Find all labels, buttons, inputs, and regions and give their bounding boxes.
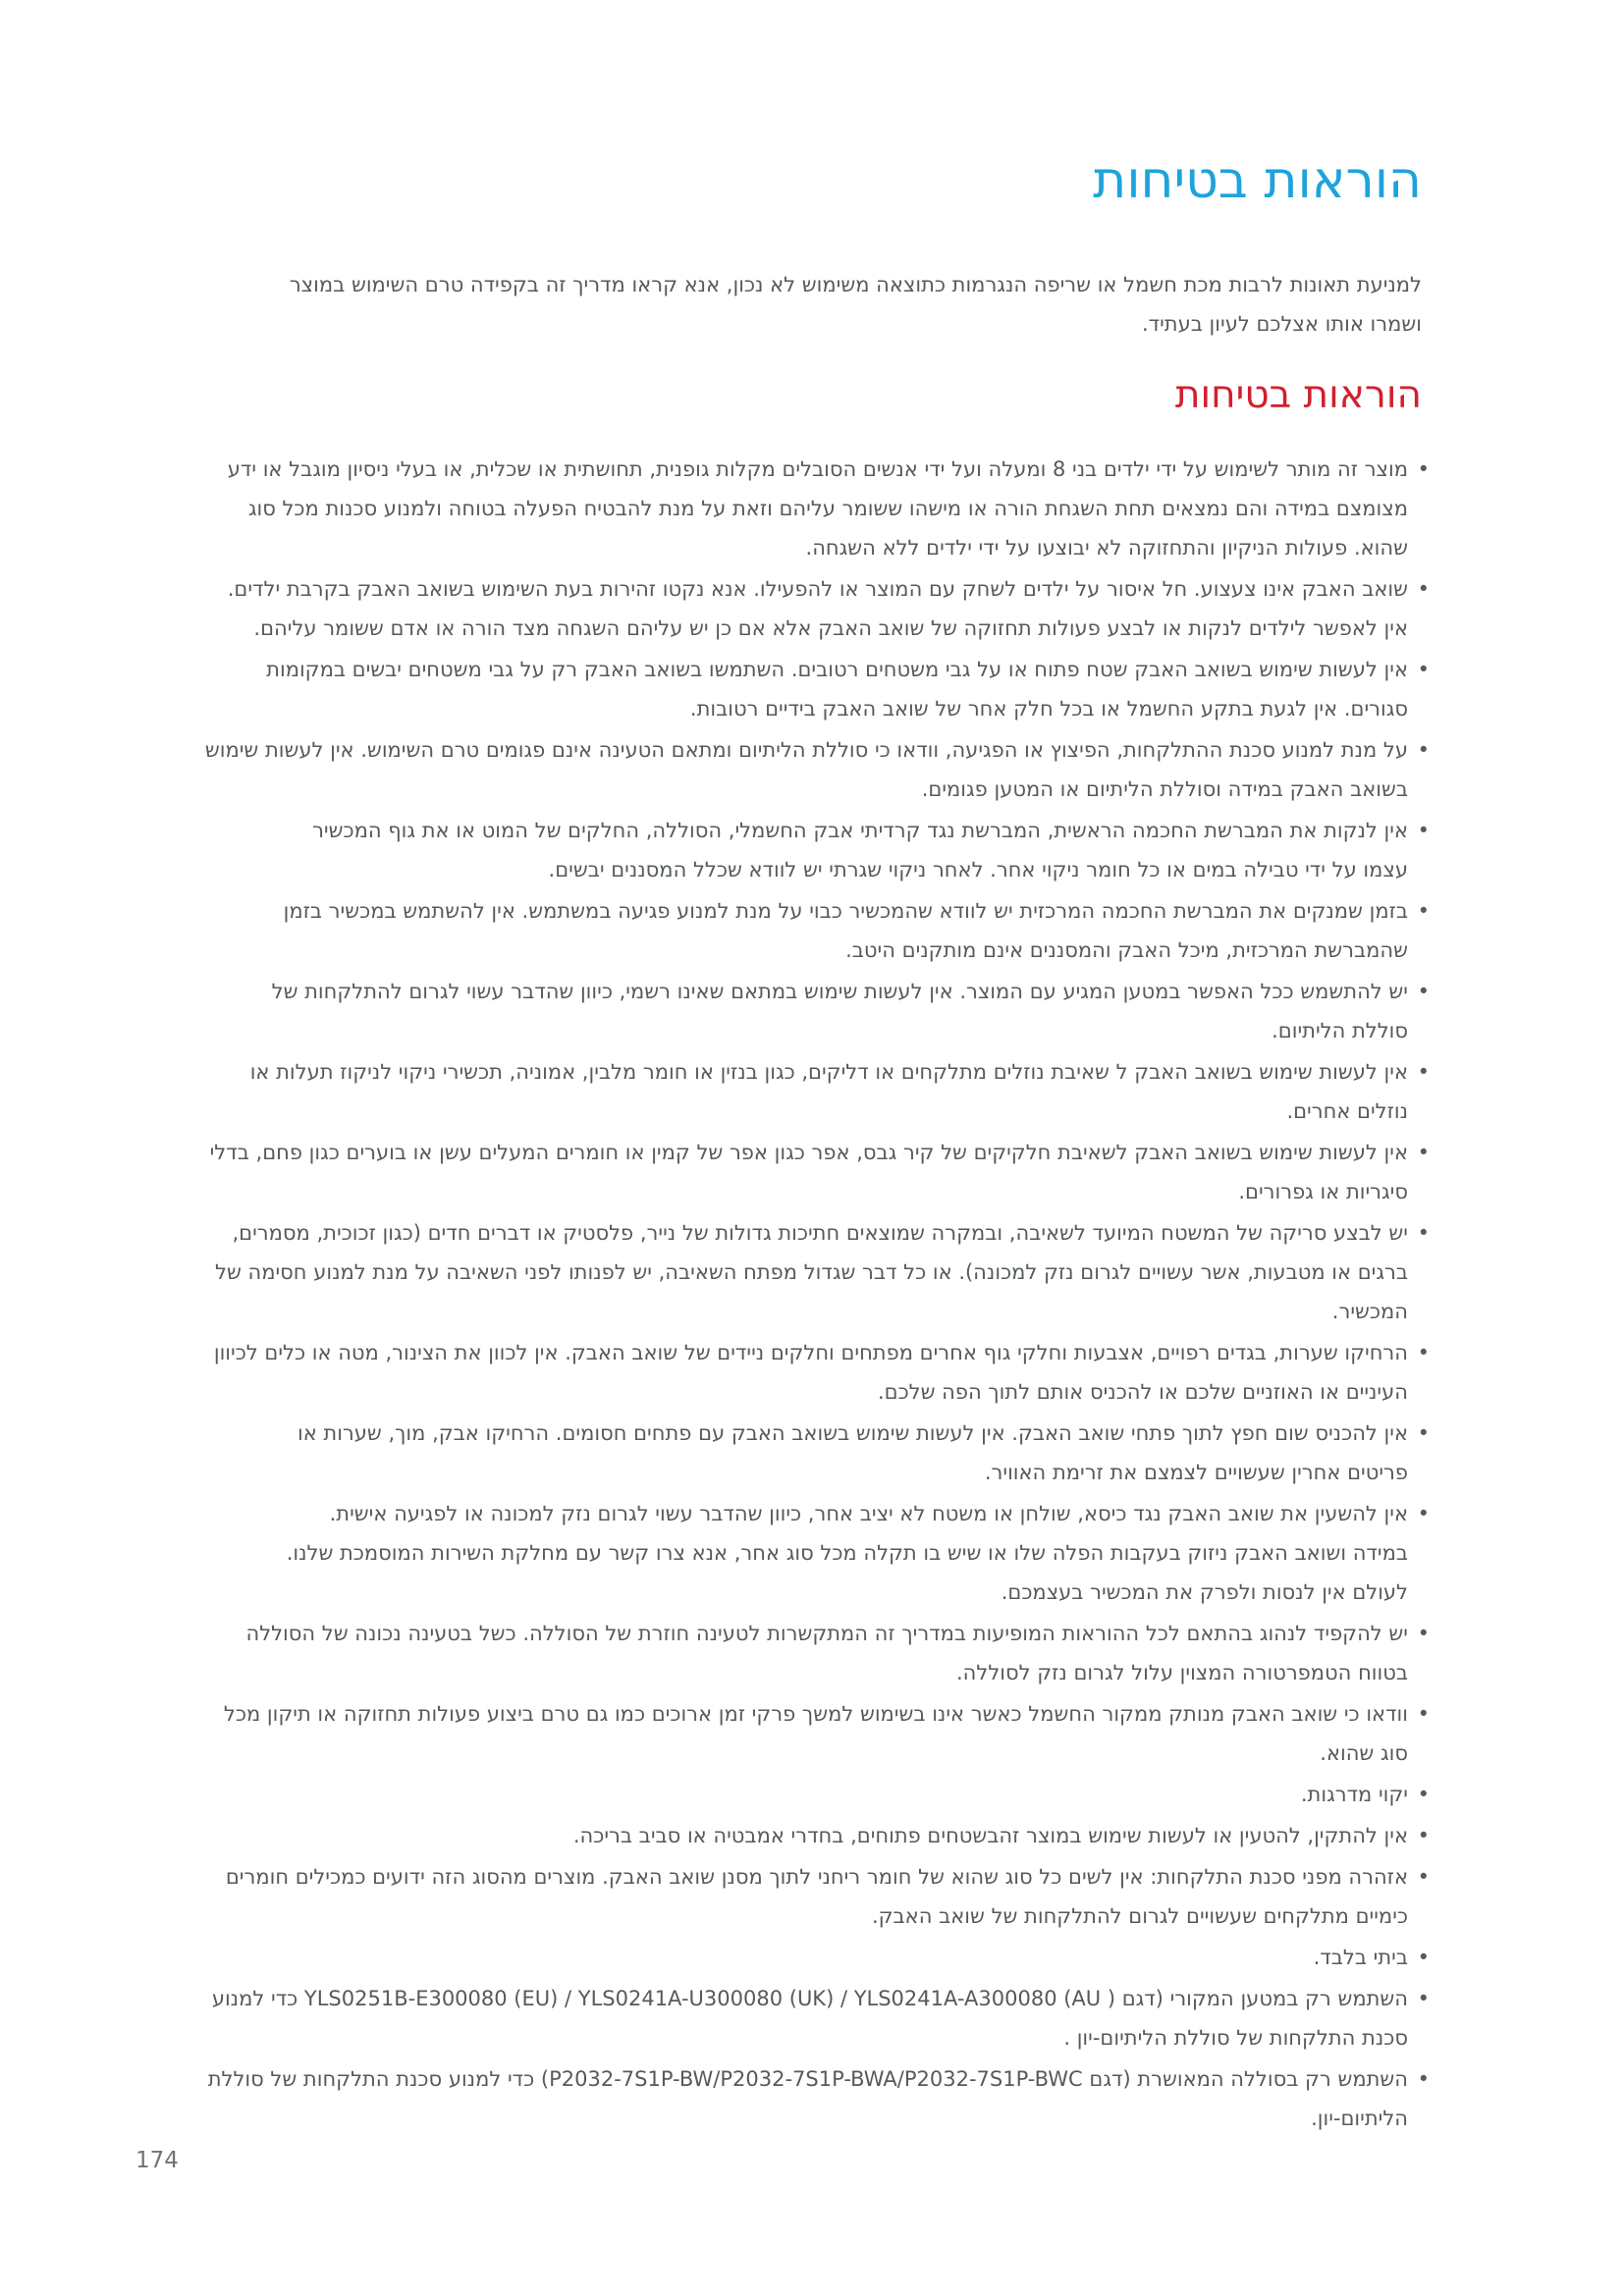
list-item (202, 1857, 1430, 1936)
list-item-text: יש לבצע סריקה של המשטח המיועד לשאיבה, ובמקרה שמוצאים חתיכות גדולות של נייר, פלסטיק או דברים חדים (כגון זכוכית, מסמרים, ברגים או מטבעות, אשר עשויים לגרום נזק למכונה). או כל דבר שגדול מפתח השאיבה, יש לפנותו לפני השאיבה על מנת למנוע חסימה של המכשיר. (215, 1221, 1408, 1323)
list-item (271, 1414, 1430, 1492)
bullet-icon: • (1417, 1060, 1430, 1084)
bullet-icon: • (1417, 819, 1430, 842)
list-item (202, 1333, 1430, 1412)
list-item (271, 891, 1430, 970)
list-item (202, 1133, 1430, 1211)
list-item-text: אין לעשות שימוש בשואב האבק שטח פתוח או על גבי משטחים רטובים. השתמשו בשואב האבק רק על גבי משטחים יבשים במקומות סגורים. אין לגעת בתקע החשמל או בכל חלק אחר של שואב האבק בידיים רטובות. (266, 658, 1408, 721)
page-number: 174 (135, 2148, 179, 2173)
list-item-truncated (1249, 1938, 1430, 1977)
list-item-text: אין לעשות שימוש בשואב האבק לשאיבת חלקיקים של קיר גבס, אפר כגון אפר של קמין או חומרים המעלים עשן או בוערים כגון פחם, בדלי סיגריות או גפרורים. (209, 1141, 1408, 1203)
section-title: הוראות בטיחות (1174, 373, 1422, 417)
bullet-icon: • (1417, 1702, 1430, 1726)
bullet-icon: • (1417, 1865, 1430, 1889)
list-item-text: אזהרה מפני סכנת התלקחות: אין לשים כל סוג שהוא של חומר ריחני לתוך מסנן שואב האבק. מוצרים מהסוג הזה ידועים כמכילים חומרים כימיים מתלקחים שעשויים לגרום להתלקחות של שואב האבק. (225, 1865, 1408, 1928)
list-item-text: השתמש רק בסוללה המאושרת (דגם P2032-7S1P-BW/P2032-7S1P-BWA/P2032-7S1P-BWC) כדי למנוע סכנת התלקחות של סוללת הליתיום-יון. (207, 2067, 1408, 2130)
bullet-icon: • (1417, 1221, 1430, 1245)
list-item-text: מוצר זה מותר לשימוש על ידי ילדים בני 8 ומעלה ועל ידי אנשים הסובלים מקלות גופנית, תחושתית או שכלית, או בעלי ניסיון מוגבל או ידע מצומצם במידה והם נמצאים תחת השגחת הורה או מישהו ששומר עליהם וזאת על מנת להבטיח הפעלה בטוחה ולמנוע סכנות מכל סוג שהוא. פעולות הניקיון והתחזוקה לא יבוצעו על ידי ילדים ללא השגחה. (227, 457, 1408, 560)
list-item (202, 569, 1430, 648)
list-item-text: וודאו כי שואב האבק מנותק ממקור החשמל כאשר אינו בשימוש למשך פרקי זמן ארוכים כמו גם טרם ביצוע פעולות תחזוקה או תיקון מכל סוג שהוא. (223, 1702, 1408, 1765)
bullet-icon: • (1417, 1341, 1430, 1364)
list-item (202, 1213, 1430, 1331)
bullet-icon: • (1417, 1987, 1430, 2010)
list-item-text: אין להשעין את שואב האבק נגד כיסא, שולחן או משטח לא יציב אחר, כיוון שהדבר עשוי לגרום נזק למכונה או לפגיעה אישית. במידה ושואב האבק ניזוק בעקבות הפלה שלו או שיש בו תקלה מכל סוג אחר, אנא צרו קשר עם מחלקת השירות המוסמכת שלנו. לעולם אין לנסות ולפרק את המכשיר בעצמכם. (286, 1502, 1408, 1604)
list-item (202, 730, 1430, 809)
bullet-icon: • (1417, 899, 1430, 923)
list-item (271, 972, 1430, 1050)
bullet-icon: • (1417, 658, 1430, 681)
list-item-text: אין לעשות שימוש בשואב האבק ל שאיבת נוזלים מתלקחים או דליקים, כגון בנזין או חומר מלבין, אמוניה, תכשירי ניקוי לניקוז תעלות או נוזלים אחרים. (249, 1060, 1408, 1123)
list-item-text: אין להתקין, להטעין או לעשות שימוש במוצר זהבשטחים פתוחים, בחדרי אמבטיה או סביב בריכה. (572, 1824, 1408, 1847)
list-item (202, 2059, 1430, 2138)
list-item (202, 650, 1430, 728)
list-item (202, 1052, 1430, 1131)
list-item-text: אין לנקות את המברשת החכמה הראשית, המברשת נגד קרדיתי אבק החשמלי, הסוללה, החלקים של המוט או את גוף המכשיר עצמו על ידי טבילה במים או כל חומר ניקוי אחר. לאחר ניקוי שגרתי יש לוודא שכלל המסננים יבשים. (312, 819, 1408, 881)
list-item (202, 1979, 1430, 2057)
bullet-icon: • (1417, 1824, 1430, 1847)
bullet-icon: • (1417, 1783, 1430, 1806)
bullet-icon: • (1417, 457, 1430, 481)
page-title: הוראות בטיחות (1093, 151, 1422, 210)
list-item (271, 811, 1430, 889)
list-item-text: בזמן שמנקים את המברשת החכמה המרכזית יש לוודא שהמכשיר כבוי על מנת למנוע פגיעה במשתמש. אין להשתמש במכשיר בזמן שהמברשת המרכזית, מיכל האבק והמסננים אינם מותקנים היטב. (283, 899, 1408, 962)
bullet-icon: • (1417, 980, 1430, 1003)
bullet-icon: • (1417, 1502, 1430, 1525)
list-item-text: ביתי בלבד. (1313, 1946, 1408, 1969)
bullet-icon: • (1417, 577, 1430, 601)
list-item-text: אין להכניס שום חפץ לתוך פתחי שואב האבק. אין לעשות שימוש בשואב האבק עם פתחים חסומים. הרחיקו אבק, מוך, שערות או פריטים אחרין שעשויים לצמצם את זרימת האוויר. (297, 1421, 1408, 1484)
intro-paragraph: למניעת תאונות לרבות מכת חשמל או שריפה הנגרמות כתוצאה משימוש לא נכון, אנא קראו מדריך זה בקפידה טרם השימוש במוצר ושמרו אותו אצלכם לעיון בעתיד. (289, 273, 1422, 336)
list-item (202, 1694, 1430, 1773)
list-item-text: יש להקפיד לנהוג בהתאם לכל ההוראות המופיעות במדריך זה המתקשרות לטעינה חוזרת של הסוללה. כשל בטעינה נכונה של הסוללה בטווח הטמפרטורה המצוין עלול לגרום נזק לסוללה. (245, 1622, 1408, 1684)
list-item-text: על מנת למנוע סכנת ההתלקחות, הפיצוץ או הפגיעה, וודאו כי סוללת הליתיום ומתאם הטעינה אינם פגומים טרם השימוש. אין לעשות שימוש בשואב האבק במידה וסוללת הליתיום או המטען פגומים. (204, 738, 1408, 801)
list-item (271, 1494, 1430, 1612)
list-item-text: יקוי מדרגות. (1300, 1783, 1408, 1806)
list-item-text: השתמש רק במטען המקורי (דגם YLS0251B-E300080 (EU) / YLS0241A-U300080 (UK) / YLS0241A-A300080 (AU ) כדי למנוע סכנת התלקחות של סוללת הליתיום-יון . (211, 1987, 1408, 2050)
list-item (202, 1816, 1430, 1855)
list-item (202, 1614, 1430, 1692)
bullet-icon: • (1417, 1622, 1430, 1645)
bullet-icon: • (1417, 1141, 1430, 1164)
list-item (202, 450, 1430, 567)
safety-instructions-list (202, 450, 1430, 2140)
list-item-text: שואב האבק אינו צעצוע. חל איסור על ילדים לשחק עם המוצר או להפעילו. אנא נקטו זהירות בעת השימוש בשואב האבק בקרבת ילדים. אין לאפשר לילדים לנקות או לבצע פעולות תחזוקה של שואב האבק אלא אם כן יש עליהם השגחה מצד הורה או אדם ששומר עליהם. (227, 577, 1408, 640)
list-item-truncated (1249, 1775, 1430, 1814)
bullet-icon: • (1417, 738, 1430, 762)
bullet-icon: • (1417, 1421, 1430, 1445)
bullet-icon: • (1417, 1946, 1430, 1969)
list-item-text: הרחיקו שערות, בגדים רפויים, אצבעות וחלקי גוף אחרים מפתחים וחלקים ניידים של שואב האבק. אין לכוון את הצינור, מטה או כלים לכיוון העיניים או האוזניים שלכם או להכניס אותם לתוך הפה שלכם. (213, 1341, 1408, 1404)
bullet-icon: • (1417, 2067, 1430, 2091)
list-item-text: יש להתשמש ככל האפשר במטען המגיע עם המוצר. אין לעשות שימוש במתאם שאינו רשמי, כיוון שהדבר עשוי לגרום להתלקחות של סוללת הליתיום. (271, 980, 1408, 1042)
